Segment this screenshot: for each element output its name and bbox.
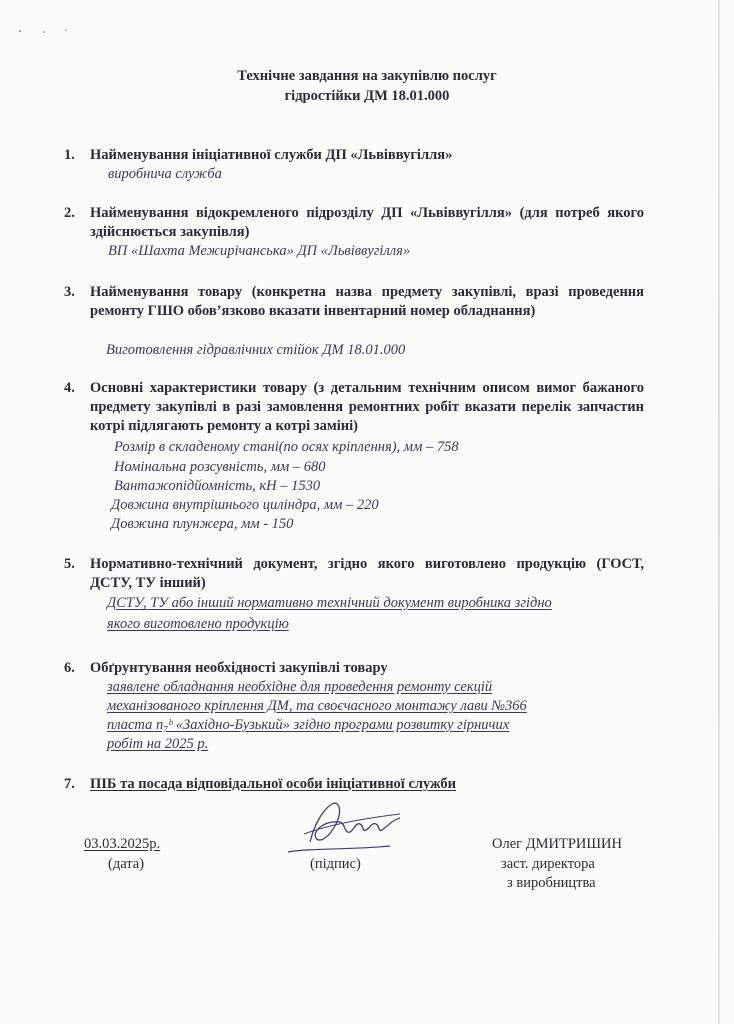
section-heading: Нормативно-технічний документ, згідно якого виготовлено продукцію (ГОСТ, ДСТУ, ТУ інший): [90, 556, 644, 591]
sign-position-line2: з виробництва: [507, 875, 596, 891]
section-3-value: Виготовлення гідравлічних стійок ДМ 18.01.000: [106, 342, 406, 358]
spec-plunger-length: Довжина плунжера, мм - 150: [111, 516, 294, 532]
document-title-line1: Технічне завдання на закупівлю послуг: [237, 68, 497, 84]
section-heading: Найменування ініціативної служби ДП «Львіввугілля»: [90, 147, 453, 163]
section-heading: Найменування відокремленого підрозділу ДП «Львіввугілля» (для потреб якого здійснюється закупівля): [90, 205, 644, 240]
sign-date-label: (дата): [108, 856, 145, 872]
sign-signature-label: (підпис): [310, 856, 361, 872]
section-5: [64, 555, 644, 593]
section-number: 6.: [64, 660, 75, 676]
section-5-value-line1: ДСТУ, ТУ або інший нормативно технічний документ виробника згідно: [107, 595, 552, 611]
section-6-value-line2: механізованого кріплення ДМ, та своєчасного монтажу лави №366: [107, 698, 527, 714]
page-edge: [718, 0, 720, 1024]
section-number: 5.: [64, 556, 75, 572]
section-heading: ПІБ та посада відповідальної особи ініціативної служби: [90, 776, 457, 792]
section-6-value-line3: пласта n₇ᵇ «Західно-Бузький» згідно програми розвитку гірничих: [107, 717, 510, 733]
spec-cylinder-length: Довжина внутрішнього циліндра, мм – 220: [111, 497, 379, 513]
section-number: 3.: [64, 284, 75, 300]
section-heading: Найменування товару (конкретна назва предмету закупівлі, вразі проведення ремонту ГШО обов’язково вказати інвентарний номер обладнання): [90, 284, 644, 319]
section-number: 7.: [64, 776, 75, 792]
section-number: 4.: [64, 380, 75, 396]
spec-folded-size: Розмір в складеному стані(по осях кріплення), мм – 758: [114, 439, 459, 455]
section-2: [64, 204, 644, 242]
section-4: [64, 379, 644, 436]
section-6-value-line4: робіт на 2025 р.: [107, 736, 209, 752]
section-heading: Основні характеристики товару (з детальним технічним описом вимог бажаного предмету закупівлі в разі замовлення ремонтних робіт вказати перелік запчастин котрі підлягають ремонту а котрі заміні): [90, 380, 644, 434]
section-1-value: виробнича служба: [108, 166, 222, 182]
document-title-line2: гідростійки ДМ 18.01.000: [284, 88, 450, 104]
section-number: 2.: [64, 205, 75, 221]
section-heading: Обґрунтування необхідності закупівлі товару: [90, 660, 388, 676]
sign-position-line1: заст. директора: [501, 856, 595, 872]
section-3: [64, 283, 644, 321]
section-number: 1.: [64, 147, 75, 163]
spec-load-capacity: Вантажопідйомність, кН – 1530: [114, 478, 321, 494]
section-6-value-line1: заявлене обладнання необхідне для проведення ремонту секцій: [107, 679, 493, 695]
section-5-value-line2: якого виготовлено продукцію: [107, 616, 289, 632]
section-2-value: ВП «Шахта Межирічанська» ДП «Львіввугілля»: [108, 243, 411, 259]
sign-date: 03.03.2025р.: [84, 836, 161, 852]
section-1: [64, 146, 644, 165]
handwritten-signature: [280, 790, 420, 860]
scan-mark: [14, 26, 74, 36]
section-6: [64, 659, 644, 678]
sign-name: Олег ДМИТРИШИН: [492, 836, 622, 852]
spec-extension: Номінальна розсувність, мм – 680: [114, 459, 326, 475]
